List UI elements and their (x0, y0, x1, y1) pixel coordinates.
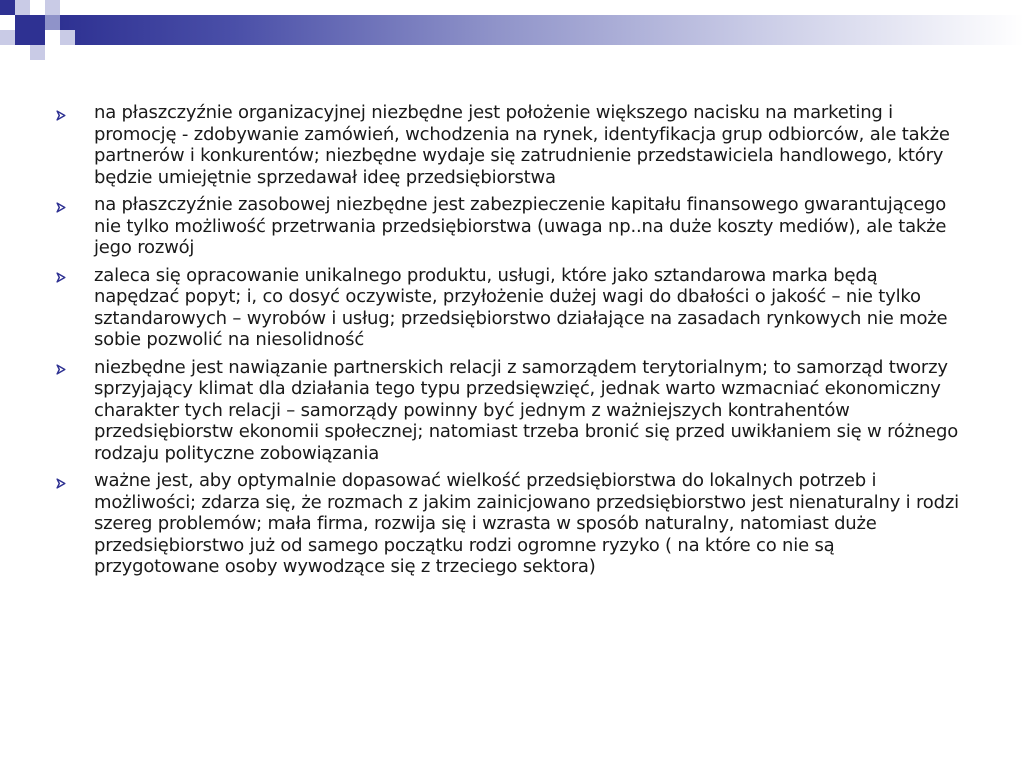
bullet-text: niezbędne jest nawiązanie partnerskich relacji z samorządem terytorialnym; to samorząd tworzy sprzyjający klimat dla działania tego typu przedsięwzięć, jednak warto wzmacniać ekonomiczny charakter tych relacji – samorządy powinny być jednym z ważniejszych kontrahentów przedsiębiorstw ekonomii społecznej; natomiast trzeba bronić się przed uwikłaniem się w różnego rodzaju polityczne zobowiązania (94, 356, 959, 464)
decorative-square (15, 15, 45, 45)
decorative-square (30, 45, 45, 60)
arrow-right-icon (56, 357, 94, 379)
list-item (56, 102, 961, 188)
bullet-list (56, 102, 961, 578)
list-item (56, 357, 961, 465)
list-item (56, 470, 961, 578)
decorative-square (60, 30, 75, 45)
bullet-text: zaleca się opracowanie unikalnego produktu, usługi, które jako sztandarowa marka będą napędzać popyt; i, co dosyć oczywiste, przyłożenie dużej wagi do dbałości o jakość – nie tylko sztandarowych – wyrobów i usług; przedsiębiorstwo działające na zasadach rynkowych nie może sobie pozwolić na niesolidność (94, 264, 948, 350)
header-gradient-band (60, 15, 1024, 45)
bullet-text: ważne jest, aby optymalnie dopasować wielkość przedsiębiorstwa do lokalnych potrzeb i możliwości; zdarza się, że rozmach z jakim zainicjowano przedsiębiorstwo jest nienaturalny i rodzi szereg problemów; mała firma, rozwija się i wzrasta w sposób naturalny, natomiast duże przedsiębiorstwo już od samego początku rodzi ogromne ryzyko ( na które co nie są przygotowane osoby wywodzące się z trzeciego sektora) (94, 470, 959, 577)
list-item (56, 265, 961, 351)
decorative-square (0, 30, 15, 45)
bullet-text: na płaszczyźnie organizacyjnej niezbędne jest położenie większego nacisku na marketing i promocję - zdobywanie zamówień, wchodzenia na rynek, identyfikacja grup odbiorców, ale także partnerów i konkurentów; niezbędne wydaje się zatrudnienie przedstawiciela handlowego, który będzie umiejętnie sprzedawał ideę przedsiębiorstwa (94, 102, 950, 188)
decorative-square (0, 0, 15, 15)
decorative-square (45, 0, 60, 15)
arrow-right-icon (56, 194, 94, 216)
decorative-square (15, 0, 30, 15)
arrow-right-icon (56, 265, 94, 287)
decorative-square (45, 15, 60, 30)
arrow-right-icon (56, 470, 94, 492)
arrow-right-icon (56, 102, 94, 124)
slide-content (56, 102, 961, 584)
bullet-text: na płaszczyźnie zasobowej niezbędne jest zabezpieczenie kapitału finansowego gwarantującego nie tylko możliwość przetrwania przedsiębiorstwa (uwaga np..na duże koszty mediów), ale także jego rozwój (94, 194, 947, 258)
list-item (56, 194, 961, 259)
